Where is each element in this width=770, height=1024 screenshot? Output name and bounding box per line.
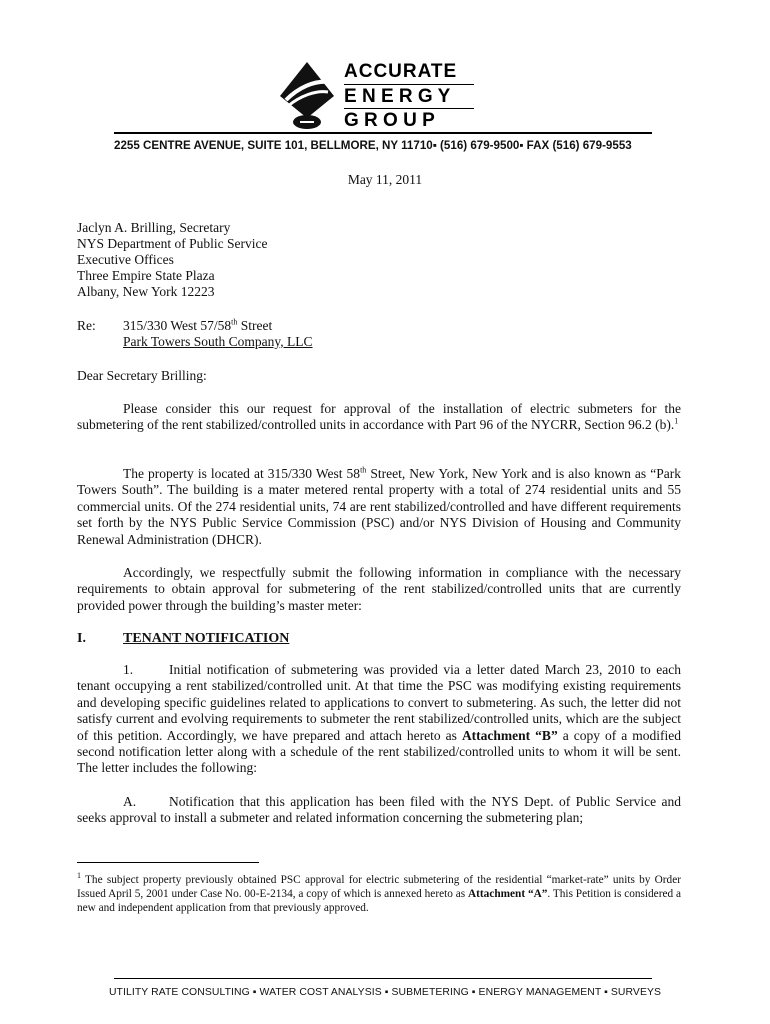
footnote-reference: 1	[674, 416, 679, 426]
recipient-name: Jaclyn A. Brilling, Secretary	[77, 220, 231, 235]
recipient-office: Executive Offices	[77, 252, 174, 267]
logo-divider-2	[344, 108, 474, 109]
item-a-letter: A.	[123, 794, 137, 809]
section-number: I.	[77, 631, 86, 646]
footer-services: UTILITY RATE CONSULTING ▪ WATER COST ANALYSIS ▪ SUBMETERING ▪ ENERGY MANAGEMENT ▪ SURVEYS	[108, 987, 662, 998]
footnote-marker: 1	[77, 871, 81, 881]
company-name-line1: ACCURATE	[344, 61, 458, 82]
footnote: $^1$ The subject property previously obtained PSC approval for electric submetering of the residential “market-rate” units by Order Issued April 5, 2001 under Case No. 00-E-2134, a copy of which is annexed hereto as Attachment “A”. This Petition is considered a new and independent application from that previously approved.	[77, 871, 681, 915]
attachment-b-reference: Attachment “B”	[461, 727, 558, 743]
item-1-paragraph: 1. Initial notification of submetering was provided via a letter dated March 23, 2010 to each tenant occupying a rent stabilized/controlled unit. At that time the PSC was modifying existing requirements and developing specific guidelines related to applications to convert to submetering. As such, the letter did not satisfy current and evolving requirements to submeter the rent stabilized/controlled units, which are the subject of this petition. Accordingly, we have prepared and attach hereto as Attachment “B” a copy of a modified second notification letter along with a schedule of the rent stabilized/controlled units to whom it will be sent. The letter includes the following:	[77, 662, 681, 776]
logo-divider-1	[344, 84, 474, 85]
company-name-line3: G R O U P	[344, 110, 435, 131]
footer-rule	[114, 978, 652, 979]
paragraph-submission: Accordingly, we respectfully submit the following information in compliance with the necessary requirements to obtain approval for submetering of the rent stabilized/controlled units that are currently provided power through the building’s master meter:	[77, 565, 681, 613]
re-subject-address: 315/330 West 57/58th Street	[123, 317, 273, 333]
re-label: Re:	[77, 318, 96, 333]
letter-date: May 11, 2011	[347, 172, 423, 187]
paragraph-request: Please consider this our request for approval of the installation of electric submeters for the submetering of the rent stabilized/controlled units in accordance with Part 96 of the NYCRR, Section 96.2 (b).$^1$	[77, 401, 681, 433]
attachment-a-reference: Attachment “A”	[468, 888, 548, 901]
item-1-number: 1.	[123, 662, 134, 677]
re-subject-company: Park Towers South Company, LLC	[123, 334, 313, 349]
letterhead-address: 2255 CENTRE AVENUE, SUITE 101, BELLMORE, NY 11710▪ (516) 679-9500▪ FAX (516) 679-9553	[114, 139, 632, 152]
letterhead-rule	[114, 132, 652, 134]
section-title: TENANT NOTIFICATION	[123, 631, 290, 646]
recipient-department: NYS Department of Public Service	[77, 236, 268, 251]
recipient-street: Three Empire State Plaza	[77, 268, 215, 283]
company-logo-icon	[278, 60, 336, 132]
recipient-city: Albany, New York 12223	[77, 284, 215, 299]
paragraph-property: The property is located at 315/330 West 58th Street, New York, New York and is also known as “Park Towers South”. The building is a mater metered rental property with a total of 274 residential units and 55 commercial units. Of the 274 residential units, 74 are rent stabilized/controlled and have different requirements set forth by the NYS Public Service Commission (PSC) and/or NYS Division of Housing and Community Renewal Administration (DHCR).	[77, 465, 681, 547]
salutation: Dear Secretary Brilling:	[77, 368, 207, 383]
company-name-line2: E N E R G Y	[344, 86, 451, 107]
footnote-separator	[77, 862, 259, 863]
item-a-paragraph: A. Notification that this application has been filed with the NYS Dept. of Public Service and seeks approval to install a submeter and related information concerning the submetering plan;	[77, 794, 681, 826]
